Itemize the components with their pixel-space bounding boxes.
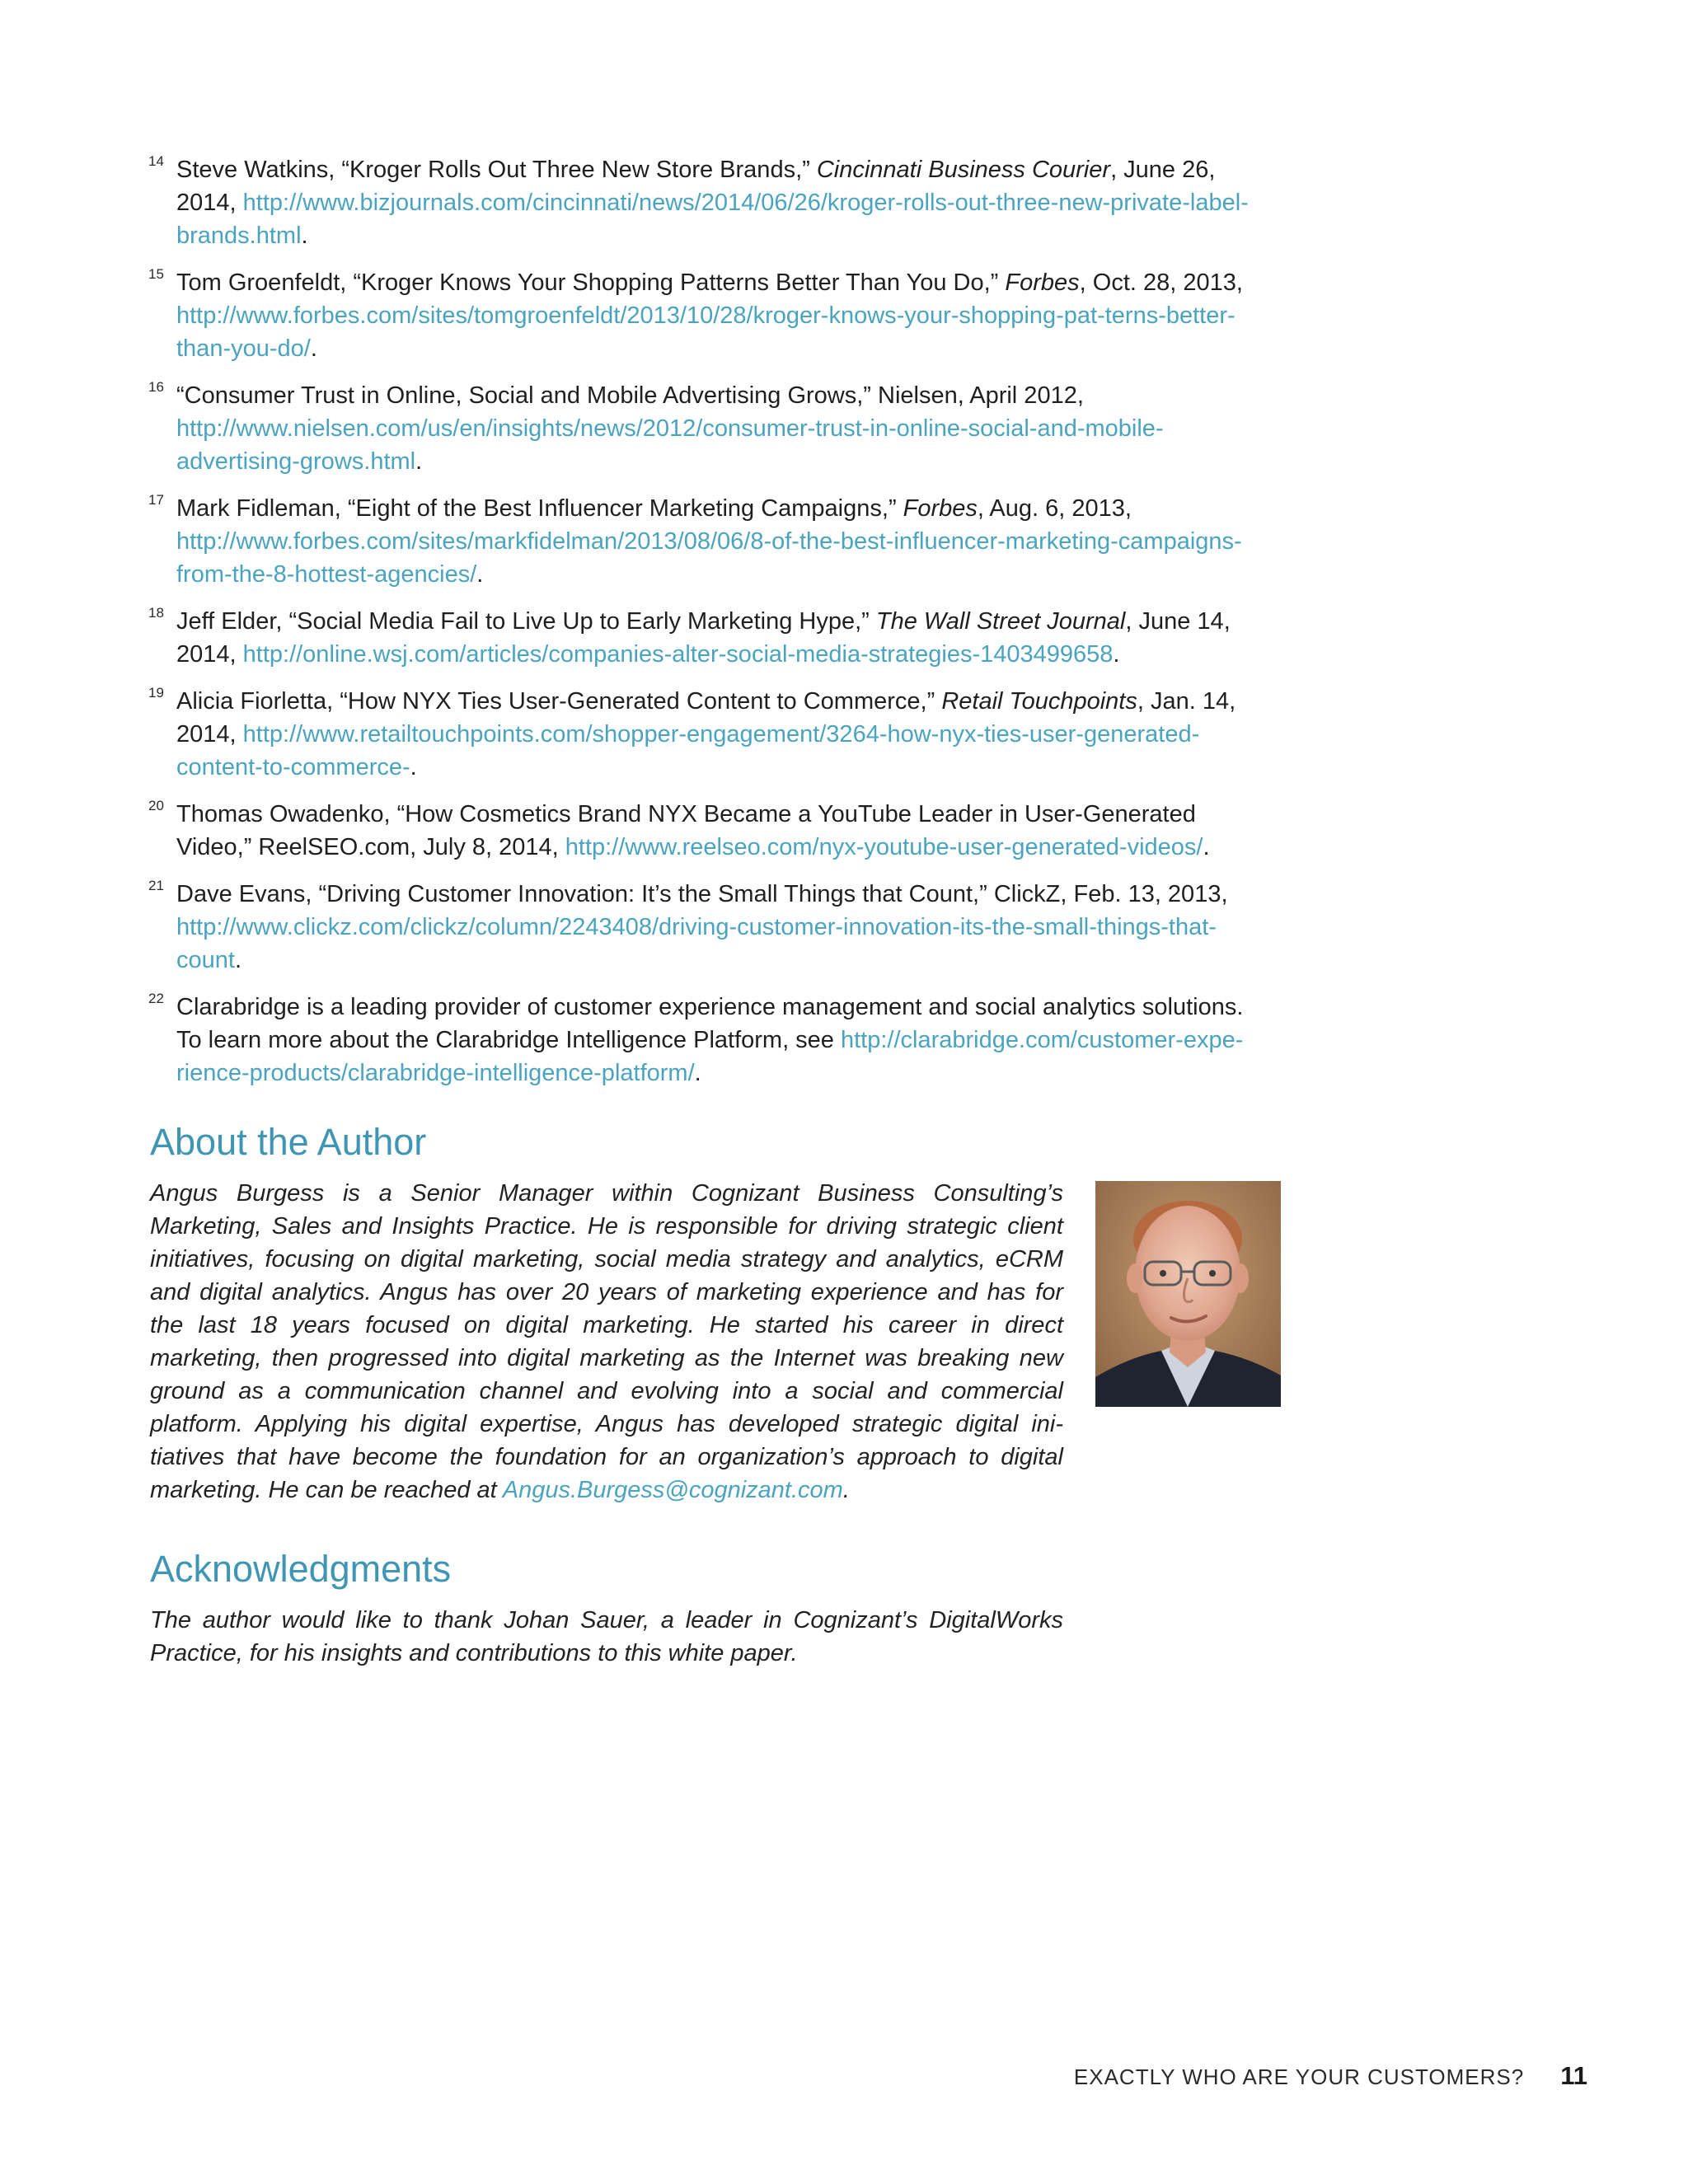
footnote-text: . (415, 448, 423, 475)
footnote-text: . (301, 223, 308, 249)
footnote-number: 16 (148, 379, 164, 395)
footnote-number: 22 (148, 991, 164, 1006)
footnote-publication: The Wall Street Journal (875, 608, 1126, 635)
footnote-number: 21 (148, 878, 164, 893)
footnote-text: Thomas Owadenko, “How Cosmetics Brand NYX Became a YouTube Leader in User-Generated Video,” ReelSEO.com, July 8, 2014, (176, 801, 1196, 860)
author-photo (1095, 1181, 1281, 1407)
footnote-link[interactable]: http://www.forbes.com/sites/tomgroenfeldt/2013/10/28/kroger-knows-your-shopping-pat-terns-better-than-you-do/ (176, 302, 1236, 362)
author-email-link[interactable]: Angus.Burgess@cognizant.com (502, 1477, 843, 1503)
footnote-text: . (1113, 641, 1120, 668)
footnote-text: Steve Watkins, “Kroger Rolls Out Three New Store Brands,” (176, 157, 817, 183)
footnote-item (148, 153, 1269, 252)
author-portrait-image (1095, 1181, 1281, 1407)
page-number: 11 (1560, 2061, 1587, 2090)
footnote-item (148, 379, 1269, 478)
footnote-item (148, 492, 1269, 591)
footnote-number: 15 (148, 266, 164, 282)
footnote-publication: Retail Touchpoints (941, 688, 1137, 715)
footnote-text: . (310, 335, 317, 362)
footnote-text: Mark Fidleman, “Eight of the Best Influencer Marketing Campaigns,” (176, 495, 903, 522)
about-author-text: Angus Burgess is a Senior Manager within Cognizant Business Consulting’s Marketing, Sales and Insights Practice. He is responsible for driving strategic client initiatives, focusing on digital marketing, social media strategy and analytics, eCRM and digital analytics. Angus has over 20 years of marketing experience and has for the last 18 years focused on digital marketing. He started his career in direct marketing, then progressed into digital marketing as the Internet was breaking new ground as a communication channel and evolving into a social and commercial platform. Applying his digital expertise, Angus has developed strategic digital ini-tiatives that have become the foundation for an organization’s approach to digital marketing. He can be reached at (150, 1180, 1063, 1503)
footnote-link[interactable]: http://www.bizjournals.com/cincinnati/news/2014/06/26/kroger-rolls-out-three-new-private-label-brands.html (176, 190, 1249, 249)
footnote-link[interactable]: http://www.reelseo.com/nyx-youtube-user-generated-videos/ (565, 834, 1203, 860)
acknowledgments-heading: Acknowledgments (150, 1548, 452, 1590)
footnote-number: 14 (148, 153, 164, 169)
footnote-item (148, 266, 1269, 365)
footnote-item (148, 685, 1269, 784)
footnote-link[interactable]: http://www.forbes.com/sites/markfidelman/2013/08/06/8-of-the-best-influencer-marketing-campaigns-from-the-8-hottest-agencies/ (176, 528, 1242, 588)
footnote-item (148, 798, 1269, 864)
footnote-text: . (410, 754, 417, 780)
footnote-item (148, 991, 1269, 1090)
footnote-number: 20 (148, 798, 164, 813)
footnote-text: . (476, 561, 484, 588)
footnote-number: 17 (148, 492, 164, 508)
about-author-heading: About the Author (150, 1121, 427, 1163)
footnote-text: Dave Evans, “Driving Customer Innovation: It’s the Small Things that Count,” ClickZ, Feb. 13, 2013, (176, 881, 1228, 907)
footnote-text: Clarabridge is a leading provider of customer experience management and social analytics solutions. To learn more about the Clarabridge Intelligence Platform, see (176, 994, 1244, 1053)
footnote-text: , June 26, 2014, (176, 157, 1216, 216)
footnote-link[interactable]: http://online.wsj.com/articles/companies-alter-social-media-strategies-1403499658 (242, 641, 1114, 668)
footnote-item (148, 878, 1269, 977)
footnote-text: Alicia Fiorletta, “How NYX Ties User-Generated Content to Commerce,” (176, 688, 942, 715)
footnotes-list (148, 153, 1269, 1104)
page-footer (1074, 2062, 1587, 2091)
footnote-link[interactable]: http://www.retailtouchpoints.com/shopper-engagement/3264-how-nyx-ties-user-generated-content-to-commerce- (176, 721, 1200, 780)
about-author-body (150, 1177, 1063, 1507)
footnote-number: 18 (148, 605, 164, 621)
footnote-text: . (694, 1060, 701, 1086)
footnote-publication: Forbes (903, 495, 978, 522)
footnote-publication: Forbes (1005, 269, 1080, 296)
footnote-link[interactable]: http://www.clickz.com/clickz/column/2243408/driving-customer-innovation-its-the-small-things-that-count (176, 914, 1217, 973)
footnote-text: , Jan. 14, 2014, (176, 688, 1236, 748)
footnote-text: . (234, 947, 242, 973)
footnote-number: 19 (148, 685, 164, 701)
footnote-link[interactable]: http://clarabridge.com/customer-expe-rience-products/clarabridge-intelligence-platform/ (176, 1027, 1244, 1086)
footnote-text: Jeff Elder, “Social Media Fail to Live Up to Early Marketing Hype,” (176, 608, 876, 635)
footnote-text: Tom Groenfeldt, “Kroger Knows Your Shopping Patterns Better Than You Do,” (176, 269, 1006, 296)
footer-title: EXACTLY WHO ARE YOUR CUSTOMERS? (1073, 2064, 1525, 2089)
acknowledgments-body: The author would like to thank Johan Sauer, a leader in Cognizant’s DigitalWorks Practice, for his insights and contributions to this white paper. (150, 1607, 1063, 1666)
about-author-text-end: . (842, 1477, 850, 1503)
footnote-text: , June 14, 2014, (176, 608, 1231, 668)
footnote-publication: Cincinnati Business Courier (816, 157, 1111, 183)
footnote-text: “Consumer Trust in Online, Social and Mobile Advertising Grows,” Nielsen, April 2012, (176, 382, 1084, 409)
footnote-text: , Aug. 6, 2013, (977, 495, 1132, 522)
footnote-link[interactable]: http://www.nielsen.com/us/en/insights/news/2012/consumer-trust-in-online-social-and-mobile-advertising-grows.html (176, 415, 1164, 475)
footnote-text: , Oct. 28, 2013, (1079, 269, 1243, 296)
footnote-text: . (1203, 834, 1210, 860)
footnote-item (148, 605, 1269, 671)
